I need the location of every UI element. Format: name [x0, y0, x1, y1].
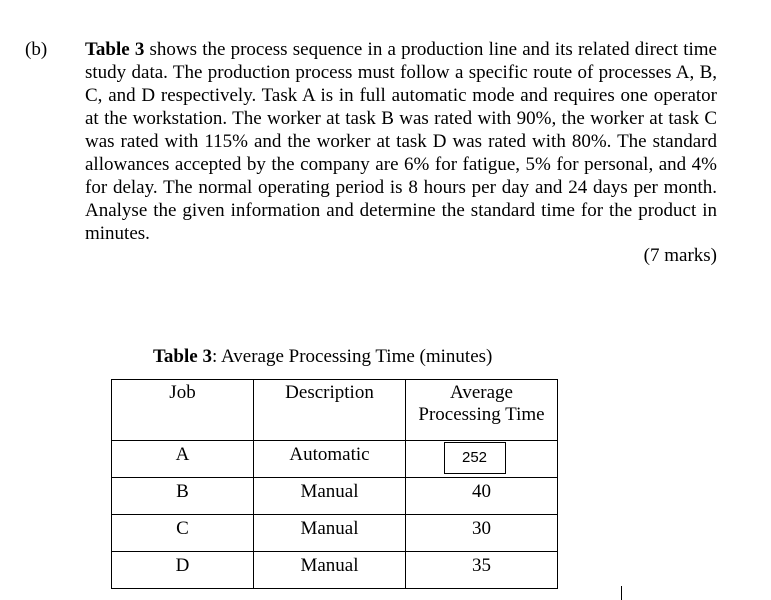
cell-job: A	[112, 441, 254, 478]
cell-time: 35	[406, 552, 558, 589]
table-row	[112, 478, 558, 515]
header-avg-line1: Average	[450, 382, 513, 403]
cell-description: Manual	[254, 552, 406, 589]
question-title: Table 3	[85, 39, 145, 60]
cell-job: C	[112, 515, 254, 552]
header-avg-line2: Processing Time	[418, 404, 545, 425]
processing-time-table	[111, 379, 558, 589]
cell-job: B	[112, 478, 254, 515]
table-caption-text: : Average Processing Time (minutes)	[211, 346, 493, 367]
question-text	[85, 38, 717, 245]
table-row	[112, 515, 558, 552]
question-label: (b)	[25, 39, 48, 60]
time-value-box[interactable]: 252	[444, 442, 506, 474]
header-description: Description	[254, 380, 406, 441]
header-job: Job	[112, 380, 254, 441]
cell-description: Manual	[254, 478, 406, 515]
cell-job: D	[112, 552, 254, 589]
header-average-processing-time	[406, 380, 558, 441]
cell-description: Automatic	[254, 441, 406, 478]
table-header-row	[112, 380, 558, 441]
table-row	[112, 441, 558, 478]
table-caption-title: Table 3	[153, 346, 212, 367]
marks-label: (7 marks)	[643, 245, 717, 266]
cell-time: 40	[406, 478, 558, 515]
table-caption	[153, 345, 492, 368]
cell-description: Manual	[254, 515, 406, 552]
cell-time	[406, 441, 558, 478]
cell-time: 30	[406, 515, 558, 552]
question-body: shows the process sequence in a production line and its related direct time study data. The production process must follow a specific route of processes A, B, C, and D respectively. Task A is in full automatic mode and requires one operator at the workstation. The worker at task B was rated with 90%, the worker at task C was rated with 115% and the worker at task D was rated with 80%. The standard allowances accepted by the company are 6% for fatigue, 5% for personal, and 4% for delay. The normal operating period is 8 hours per day and 24 days per month. Analyse the given information and determine the standard time for the product in minutes.	[85, 39, 717, 244]
table-row	[112, 552, 558, 589]
text-cursor	[621, 586, 622, 600]
